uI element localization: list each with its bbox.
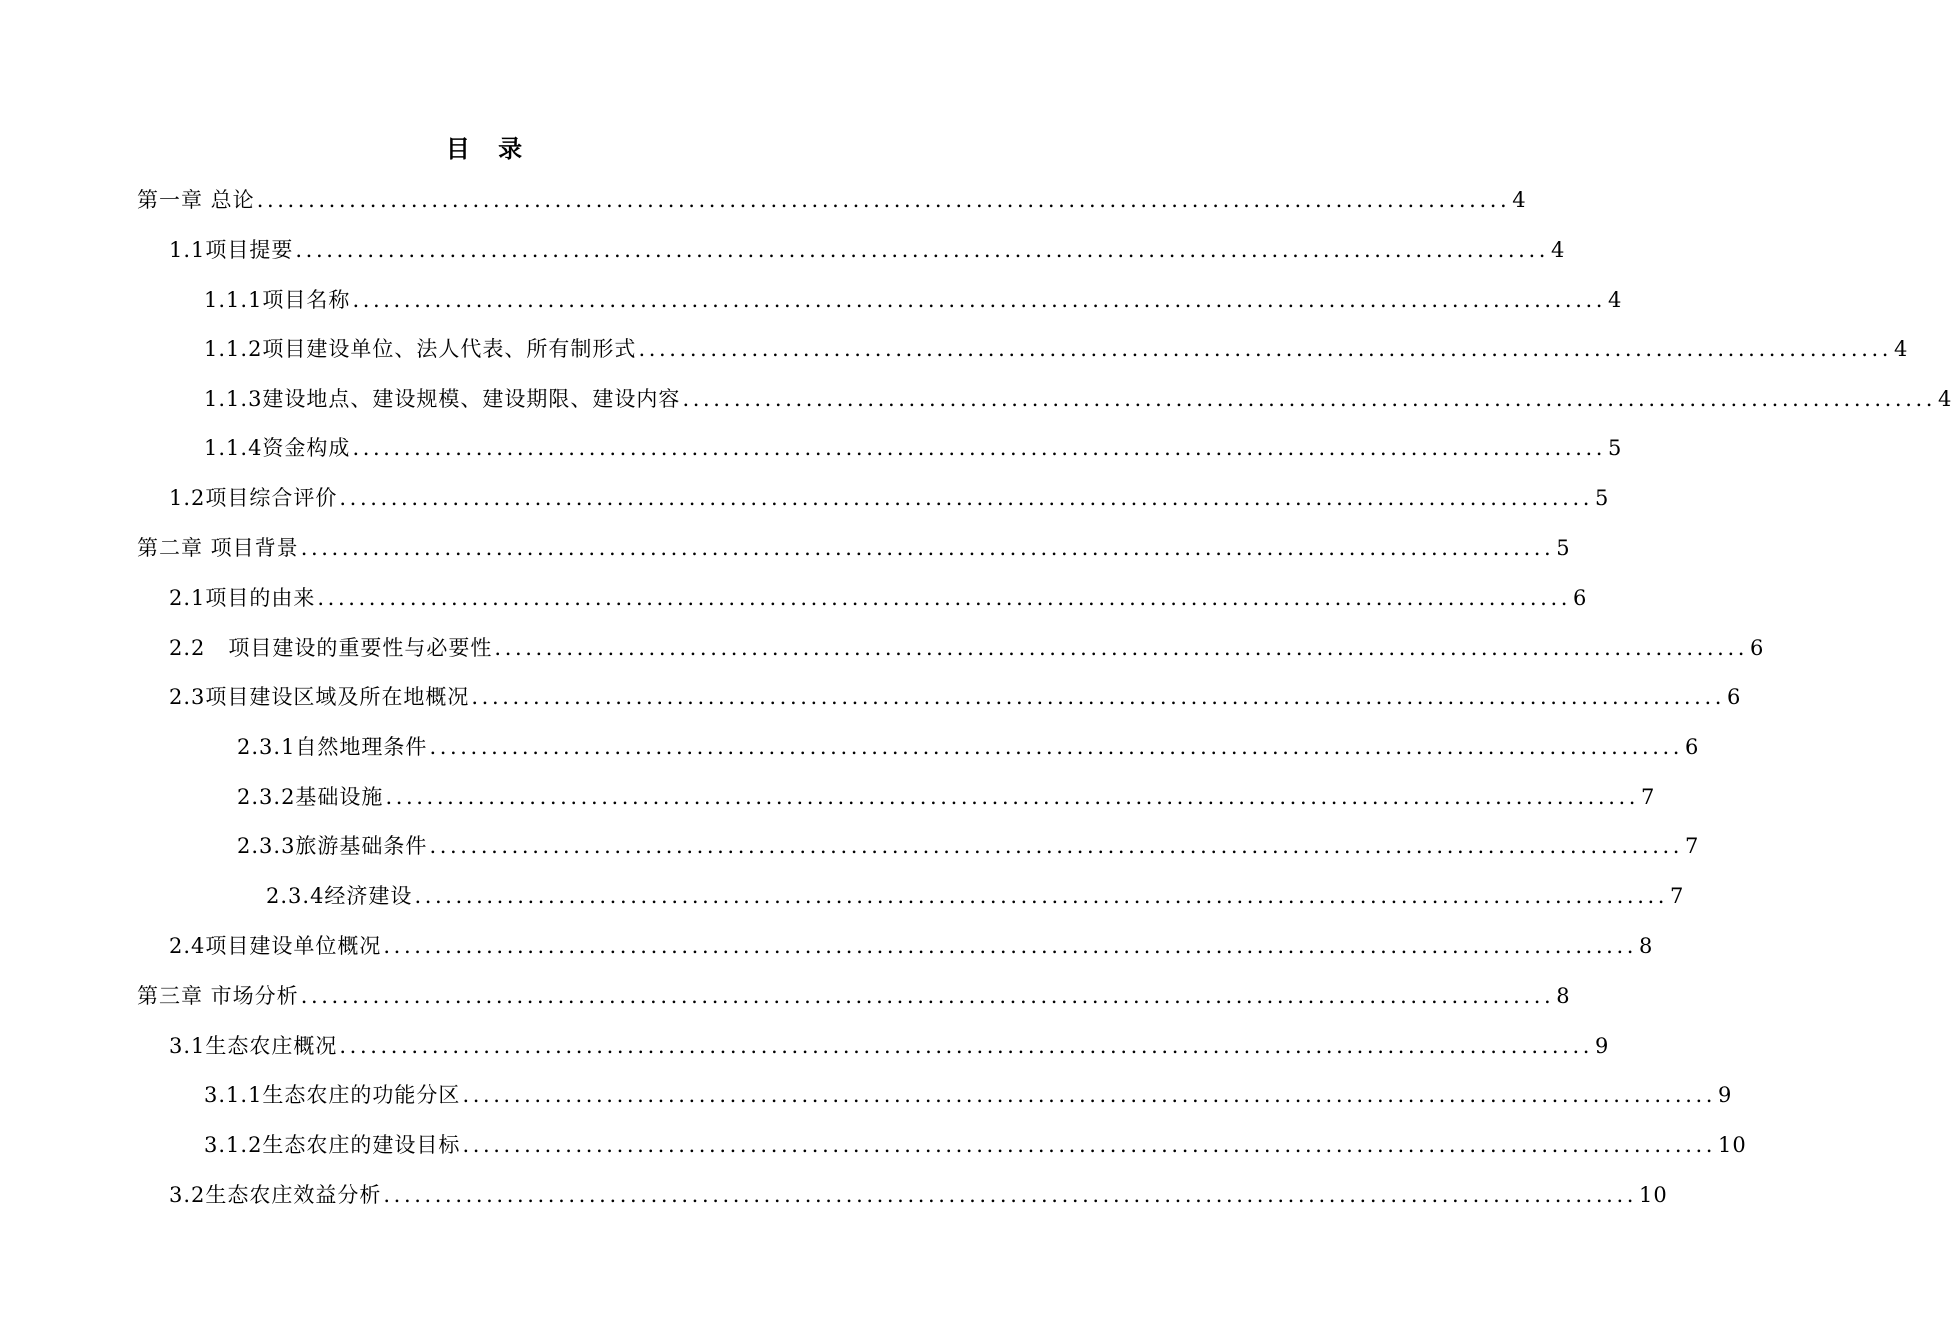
toc-page-number: 4 — [1938, 387, 1952, 411]
toc-entry-text: 1.1.1项目名称 — [204, 288, 351, 312]
toc-leader-dots: .......................................................................................................................... — [462, 1083, 1717, 1107]
toc-page-number: 8 — [1639, 934, 1654, 958]
toc-entry[interactable] — [204, 1125, 1747, 1165]
toc-leader-dots: .......................................................................................................................... — [256, 188, 1511, 212]
toc-entry-text: 1.1.2项目建设单位、法人代表、所有制形式 — [204, 337, 637, 361]
toc-entry[interactable] — [237, 727, 1700, 767]
toc-leader-dots: .......................................................................................................................... — [300, 536, 1555, 560]
toc-page-number: 4 — [1512, 188, 1527, 212]
toc-page-number: 10 — [1718, 1133, 1747, 1157]
toc-leader-dots: .......................................................................................................................... — [339, 486, 1593, 510]
toc-entry-text: 2.3.4经济建设 — [266, 884, 413, 908]
toc-leader-dots: .......................................................................................................................... — [383, 1183, 1637, 1207]
toc-entry-text: 2.1项目的由来 — [169, 586, 316, 610]
toc-entry[interactable] — [237, 826, 1700, 866]
toc-entry[interactable] — [169, 578, 1588, 618]
toc-entry[interactable] — [204, 280, 1623, 320]
toc-entry[interactable] — [169, 230, 1566, 270]
toc-entry[interactable] — [204, 379, 1952, 419]
toc-entry[interactable] — [169, 478, 1610, 518]
toc-entry-text: 第一章 总论 — [137, 188, 255, 212]
toc-leader-dots: .......................................................................................................................... — [494, 636, 1749, 660]
toc-entry-text: 3.1.1生态农庄的功能分区 — [204, 1083, 461, 1107]
toc-page-number: 9 — [1718, 1083, 1733, 1107]
toc-leader-dots: .......................................................................................................................... — [638, 337, 1893, 361]
toc-entry-text: 1.1.4资金构成 — [204, 436, 351, 460]
toc-page-number: 4 — [1551, 238, 1566, 262]
toc-entry-text: 1.2项目综合评价 — [169, 486, 338, 510]
toc-entry-text: 第三章 市场分析 — [137, 984, 299, 1008]
toc-leader-dots: .......................................................................................................................... — [462, 1133, 1717, 1157]
toc-page-number: 10 — [1639, 1183, 1668, 1207]
toc-page-number: 5 — [1608, 436, 1623, 460]
toc-entry-text: 2.3项目建设区域及所在地概况 — [169, 685, 470, 709]
toc-page-number: 6 — [1750, 636, 1765, 660]
toc-entry[interactable] — [237, 777, 1656, 817]
toc-entry-text: 2.3.3旅游基础条件 — [237, 834, 428, 858]
toc-title: 目 录 — [445, 134, 533, 163]
toc-page-number: 7 — [1641, 785, 1656, 809]
toc-entry[interactable] — [204, 428, 1623, 468]
toc-entry[interactable] — [204, 329, 1909, 369]
toc-leader-dots: .......................................................................................................................... — [383, 934, 1637, 958]
toc-entry[interactable] — [137, 180, 1527, 220]
toc-entry-text: 2.4项目建设单位概况 — [169, 934, 382, 958]
toc-entry-text: 第二章 项目背景 — [137, 536, 299, 560]
toc-entry-text: 3.2生态农庄效益分析 — [169, 1183, 382, 1207]
toc-entry[interactable] — [137, 976, 1571, 1016]
toc-leader-dots: .......................................................................................................................... — [414, 884, 1669, 908]
toc-entry[interactable] — [137, 528, 1571, 568]
toc-entry-text: 2.2 项目建设的重要性与必要性 — [169, 636, 493, 660]
toc-leader-dots: .......................................................................................................................... — [429, 735, 1684, 759]
toc-entry-text: 3.1.2生态农庄的建设目标 — [204, 1133, 461, 1157]
toc-leader-dots: .......................................................................................................................... — [429, 834, 1684, 858]
toc-leader-dots: .......................................................................................................................... — [385, 785, 1640, 809]
toc-entry[interactable] — [169, 926, 1654, 966]
toc-page-number: 5 — [1595, 486, 1610, 510]
toc-page-number: 6 — [1685, 735, 1700, 759]
toc-entry[interactable] — [169, 1026, 1610, 1066]
toc-entry-text: 3.1生态农庄概况 — [169, 1034, 338, 1058]
toc-entry-text: 1.1项目提要 — [169, 238, 294, 262]
toc-entry[interactable] — [204, 1075, 1733, 1115]
toc-leader-dots: .......................................................................................................................... — [352, 436, 1607, 460]
toc-leader-dots: .......................................................................................................................... — [471, 685, 1725, 709]
toc-leader-dots: .......................................................................................................................... — [339, 1034, 1593, 1058]
toc-page-number: 6 — [1573, 586, 1588, 610]
toc-entry[interactable] — [266, 876, 1685, 916]
toc-page-number: 4 — [1894, 337, 1909, 361]
toc-page-number: 7 — [1685, 834, 1700, 858]
toc-page-number: 9 — [1595, 1034, 1610, 1058]
toc-leader-dots: .......................................................................................................................... — [317, 586, 1571, 610]
toc-page-number: 7 — [1670, 884, 1685, 908]
toc-page-number: 6 — [1727, 685, 1742, 709]
toc-entry-text: 1.1.3建设地点、建设规模、建设期限、建设内容 — [204, 387, 681, 411]
toc-entry-text: 2.3.2基础设施 — [237, 785, 384, 809]
toc-entry-text: 2.3.1自然地理条件 — [237, 735, 428, 759]
toc-page-number: 5 — [1556, 536, 1571, 560]
toc-leader-dots: .......................................................................................................................... — [352, 288, 1607, 312]
toc-page-number: 4 — [1608, 288, 1623, 312]
toc-entry[interactable] — [169, 1175, 1668, 1215]
toc-entry[interactable] — [169, 628, 1765, 668]
toc-leader-dots: .......................................................................................................................... — [295, 238, 1549, 262]
toc-leader-dots: .......................................................................................................................... — [300, 984, 1555, 1008]
toc-leader-dots: .......................................................................................................................... — [682, 387, 1937, 411]
toc-entry[interactable] — [169, 677, 1742, 717]
toc-page-number: 8 — [1556, 984, 1571, 1008]
